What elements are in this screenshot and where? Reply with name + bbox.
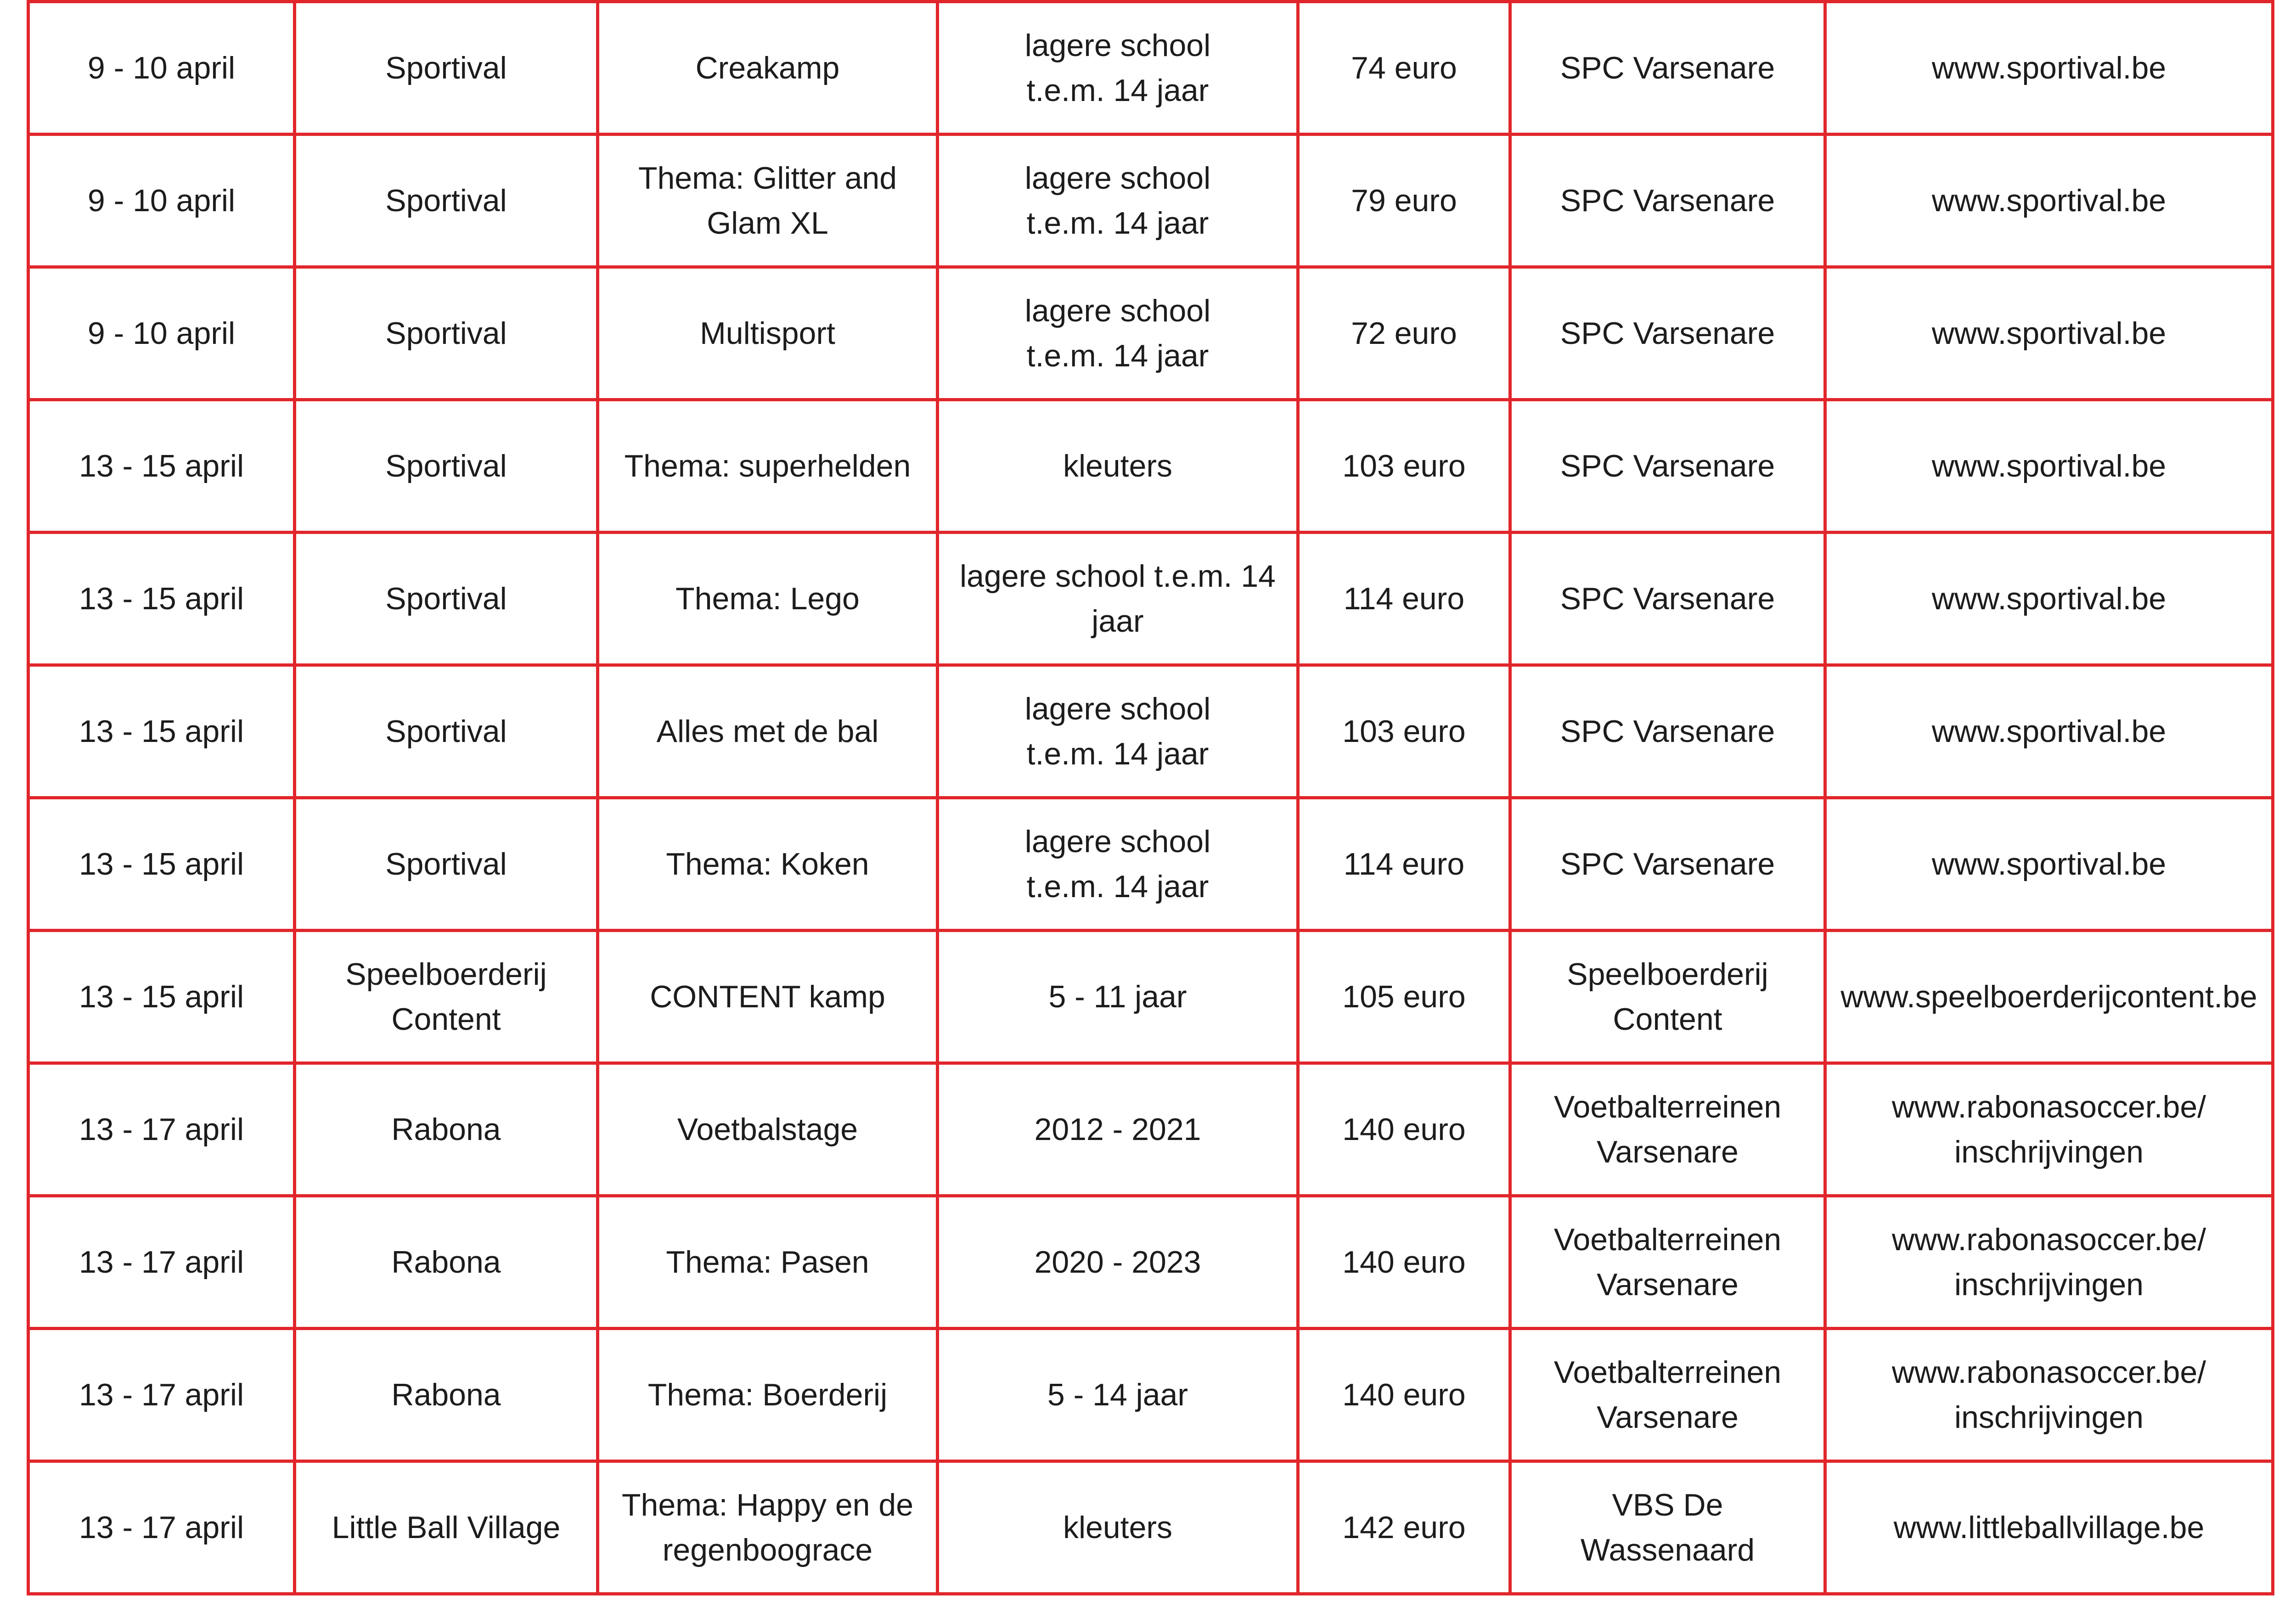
table-row <box>28 1329 2273 1461</box>
website-link[interactable]: www.sportival.be <box>1825 665 2273 798</box>
camp-name-cell: Thema: Glitter and Glam XL <box>598 135 938 267</box>
table-row <box>28 665 2273 798</box>
price-cell: 140 euro <box>1298 1196 1510 1329</box>
price-cell: 114 euro <box>1298 798 1510 931</box>
table-row <box>28 267 2273 400</box>
price-cell: 103 euro <box>1298 400 1510 533</box>
age-group-cell: lagere school t.e.m. 14 jaar <box>938 267 1298 400</box>
location-cell: SPC Varsenare <box>1510 665 1825 798</box>
date-cell: 13 - 15 april <box>28 798 295 931</box>
organizer-cell: Speelboerderij Content <box>295 931 598 1063</box>
price-cell: 105 euro <box>1298 931 1510 1063</box>
age-group-cell: 5 - 11 jaar <box>938 931 1298 1063</box>
date-cell: 13 - 17 april <box>28 1196 295 1329</box>
camp-name-cell: Thema: superhelden <box>598 400 938 533</box>
camp-name-cell: Thema: Koken <box>598 798 938 931</box>
table-row <box>28 1461 2273 1594</box>
age-group-cell: lagere school t.e.m. 14 jaar <box>938 798 1298 931</box>
website-link[interactable]: www.rabonasoccer.be/ inschrijvingen <box>1825 1063 2273 1196</box>
table-row <box>28 533 2273 665</box>
table-row <box>28 135 2273 267</box>
location-cell: Voetbalterreinen Varsenare <box>1510 1196 1825 1329</box>
location-cell: SPC Varsenare <box>1510 533 1825 665</box>
date-cell: 9 - 10 april <box>28 267 295 400</box>
organizer-cell: Sportival <box>295 267 598 400</box>
organizer-cell: Sportival <box>295 2 598 135</box>
location-cell: SPC Varsenare <box>1510 798 1825 931</box>
date-cell: 13 - 17 april <box>28 1063 295 1196</box>
table-row <box>28 798 2273 931</box>
organizer-cell: Rabona <box>295 1196 598 1329</box>
date-cell: 13 - 15 april <box>28 400 295 533</box>
camp-name-cell: CONTENT kamp <box>598 931 938 1063</box>
date-cell: 13 - 17 april <box>28 1329 295 1461</box>
organizer-cell: Sportival <box>295 400 598 533</box>
website-link[interactable]: www.rabonasoccer.be/ inschrijvingen <box>1825 1329 2273 1461</box>
table-row <box>28 931 2273 1063</box>
organizer-cell: Little Ball Village <box>295 1461 598 1594</box>
organizer-cell: Rabona <box>295 1329 598 1461</box>
age-group-cell: kleuters <box>938 400 1298 533</box>
camp-name-cell: Thema: Pasen <box>598 1196 938 1329</box>
location-cell: SPC Varsenare <box>1510 267 1825 400</box>
price-cell: 74 euro <box>1298 2 1510 135</box>
date-cell: 13 - 17 april <box>28 1461 295 1594</box>
table-row <box>28 400 2273 533</box>
age-group-cell: 5 - 14 jaar <box>938 1329 1298 1461</box>
price-cell: 142 euro <box>1298 1461 1510 1594</box>
camp-name-cell: Thema: Boerderij <box>598 1329 938 1461</box>
price-cell: 140 euro <box>1298 1063 1510 1196</box>
website-link[interactable]: www.sportival.be <box>1825 2 2273 135</box>
date-cell: 13 - 15 april <box>28 533 295 665</box>
age-group-cell: 2012 - 2021 <box>938 1063 1298 1196</box>
price-cell: 72 euro <box>1298 267 1510 400</box>
location-cell: SPC Varsenare <box>1510 135 1825 267</box>
camp-name-cell: Creakamp <box>598 2 938 135</box>
website-link[interactable]: www.sportival.be <box>1825 135 2273 267</box>
location-cell: Voetbalterreinen Varsenare <box>1510 1329 1825 1461</box>
website-link[interactable]: www.sportival.be <box>1825 400 2273 533</box>
organizer-cell: Rabona <box>295 1063 598 1196</box>
age-group-cell: lagere school t.e.m. 14 jaar <box>938 665 1298 798</box>
location-cell: SPC Varsenare <box>1510 400 1825 533</box>
age-group-cell: lagere school t.e.m. 14 jaar <box>938 533 1298 665</box>
camp-name-cell: Thema: Happy en de regenboograce <box>598 1461 938 1594</box>
date-cell: 9 - 10 april <box>28 2 295 135</box>
organizer-cell: Sportival <box>295 135 598 267</box>
location-cell: VBS De Wassenaard <box>1510 1461 1825 1594</box>
table-row <box>28 2 2273 135</box>
table-row <box>28 1063 2273 1196</box>
date-cell: 9 - 10 april <box>28 135 295 267</box>
price-cell: 140 euro <box>1298 1329 1510 1461</box>
organizer-cell: Sportival <box>295 798 598 931</box>
price-cell: 79 euro <box>1298 135 1510 267</box>
location-cell: SPC Varsenare <box>1510 2 1825 135</box>
website-link[interactable]: www.sportival.be <box>1825 533 2273 665</box>
organizer-cell: Sportival <box>295 665 598 798</box>
website-link[interactable]: www.sportival.be <box>1825 798 2273 931</box>
location-cell: Voetbalterreinen Varsenare <box>1510 1063 1825 1196</box>
camp-name-cell: Voetbalstage <box>598 1063 938 1196</box>
price-cell: 103 euro <box>1298 665 1510 798</box>
camp-name-cell: Multisport <box>598 267 938 400</box>
location-cell: Speelboerderij Content <box>1510 931 1825 1063</box>
camp-name-cell: Thema: Lego <box>598 533 938 665</box>
table-row <box>28 1196 2273 1329</box>
table-body <box>28 2 2273 1594</box>
age-group-cell: lagere school t.e.m. 14 jaar <box>938 135 1298 267</box>
camp-name-cell: Alles met de bal <box>598 665 938 798</box>
website-link[interactable]: www.littleballvillage.be <box>1825 1461 2273 1594</box>
camp-schedule-table <box>27 0 2274 1595</box>
website-link[interactable]: www.rabonasoccer.be/ inschrijvingen <box>1825 1196 2273 1329</box>
date-cell: 13 - 15 april <box>28 665 295 798</box>
age-group-cell: lagere school t.e.m. 14 jaar <box>938 2 1298 135</box>
organizer-cell: Sportival <box>295 533 598 665</box>
age-group-cell: 2020 - 2023 <box>938 1196 1298 1329</box>
website-link[interactable]: www.speelboerderijcontent.be <box>1825 931 2273 1063</box>
date-cell: 13 - 15 april <box>28 931 295 1063</box>
price-cell: 114 euro <box>1298 533 1510 665</box>
age-group-cell: kleuters <box>938 1461 1298 1594</box>
website-link[interactable]: www.sportival.be <box>1825 267 2273 400</box>
